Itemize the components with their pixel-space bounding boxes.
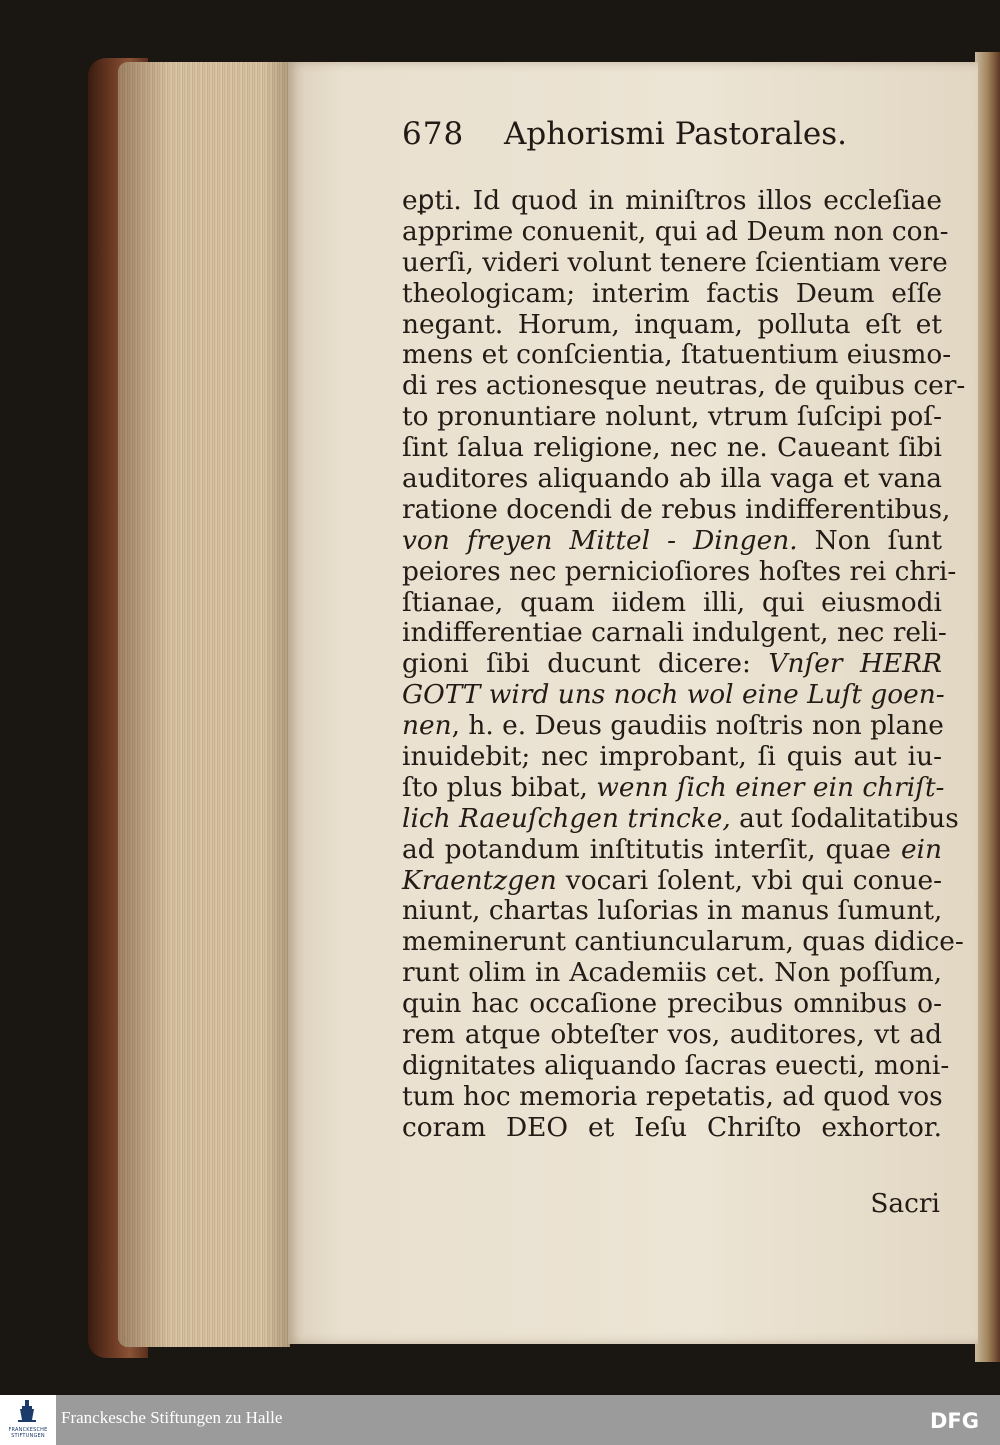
text-segment: ſto plus bibat, bbox=[402, 771, 588, 803]
page-fore-edge bbox=[118, 62, 290, 1347]
text-segment: aut ſodalitatibus bbox=[739, 802, 959, 834]
text-line: apprime conuenit, qui ad Deum non con- bbox=[402, 215, 949, 247]
text-line: auditores aliquando ab illa vaga et vana bbox=[402, 463, 942, 495]
text-line: dignitates aliquando ſacras euecti, moni- bbox=[402, 1049, 950, 1081]
page-number: 678 bbox=[402, 116, 465, 152]
text-line bbox=[402, 649, 942, 680]
text-segment: , h. e. Deus gaudiis noſtris non plane bbox=[451, 710, 944, 742]
dfg-logo-icon[interactable] bbox=[930, 1408, 988, 1432]
text-line: ratione docendi de rebus indifferentibus, bbox=[402, 493, 951, 525]
catchword: Sacri bbox=[870, 1188, 940, 1219]
dfg-logo-text: DFG bbox=[930, 1409, 980, 1432]
text-line: ſtianae, quam iidem illi, qui eiusmodi bbox=[402, 586, 942, 618]
text-line bbox=[402, 802, 959, 835]
text-line: coram DEO et Ieſu Chriſto exhortor. bbox=[402, 1111, 942, 1143]
text-line: peiores nec pernicioſiores hoſtes rei chri- bbox=[402, 555, 957, 587]
franckesche-logo[interactable] bbox=[0, 1395, 56, 1445]
text-line bbox=[402, 679, 945, 711]
institution-name: Franckesche Stiftungen zu Halle bbox=[61, 1408, 283, 1427]
italic-german-phrase: lich Raeuſchgen trincke, bbox=[402, 802, 731, 834]
text-segment: Non ſunt bbox=[814, 524, 942, 556]
italic-german-phrase: Vnſer HERR bbox=[768, 648, 943, 680]
text-line: inuidebit; nec improbant, ſi quis aut iu- bbox=[402, 741, 942, 773]
text-line bbox=[402, 835, 942, 866]
italic-german-phrase: wenn ſich einer ein chriſt- bbox=[596, 771, 945, 803]
text-line bbox=[402, 711, 942, 742]
page-body-text bbox=[402, 185, 966, 1144]
italic-german-phrase: Kraentzgen bbox=[402, 864, 557, 896]
italic-german-phrase: nen bbox=[402, 710, 452, 742]
text-line: niunt, chartas luſorias in manus ſumunt, bbox=[402, 895, 943, 927]
text-line bbox=[402, 866, 942, 897]
text-line: theologicam; interim factis Deum eſſe bbox=[402, 277, 942, 309]
text-line: di res actionesque neutras, de quibus cer- bbox=[402, 370, 966, 402]
text-line: negant. Horum, inquam, polluta eſt et bbox=[402, 308, 942, 340]
italic-german-phrase: GOTT wird uns noch wol eine Luſt goen- bbox=[402, 679, 945, 711]
book-cover-right bbox=[975, 52, 1000, 1362]
text-line: meminerunt cantiuncularum, quas didice- bbox=[402, 926, 964, 958]
text-line: uerſi, videri volunt tenere ſcientiam vere bbox=[402, 246, 948, 278]
text-line: indifferentiae carnali indulgent, nec reli- bbox=[402, 617, 947, 649]
text-segment: gioni ſibi ducunt dicere: bbox=[402, 648, 751, 680]
text-line: quin hac occaſione precibus omnibus o- bbox=[402, 988, 942, 1020]
italic-german-phrase: von freyen Mittel - Dingen. bbox=[402, 524, 798, 556]
italic-german-phrase: ein bbox=[900, 833, 942, 865]
viewer-footer-bar bbox=[0, 1395, 1000, 1445]
text-segment: ad potandum inſtitutis interſit, quae bbox=[402, 833, 891, 865]
text-line: eꝑti. Id quod in miniſtros illos eccleſiae bbox=[402, 185, 942, 216]
text-line bbox=[402, 526, 942, 557]
page-header bbox=[402, 116, 862, 162]
text-line: ſint ſalua religione, nec ne. Caueant ſibi bbox=[402, 432, 942, 464]
text-line: runt olim in Academiis cet. Non poſſum, bbox=[402, 957, 942, 989]
logo-caption: FRANCKESCHE STIFTUNGEN bbox=[8, 1427, 48, 1439]
text-line: to pronuntiare nolunt, vtrum ſuſcipi poſ- bbox=[402, 401, 942, 433]
text-line bbox=[402, 771, 945, 804]
text-line: mens et conſcientia, ſtatuentium eiusmo- bbox=[402, 339, 952, 371]
text-line: rem atque obteſter vos, auditores, vt ad bbox=[402, 1019, 942, 1051]
text-line: tum hoc memoria repetatis, ad quod vos bbox=[402, 1080, 943, 1112]
franckesche-emblem-icon bbox=[17, 1400, 37, 1422]
running-title: Aphorismi Pastorales. bbox=[504, 116, 847, 152]
text-segment: vocari ſolent, vbi qui conue- bbox=[565, 864, 942, 896]
